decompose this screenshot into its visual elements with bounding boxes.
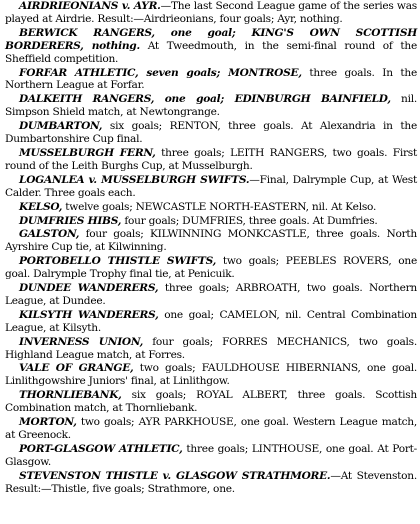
result-headline: FORFAR ATHLETIC, seven goals; MONTROSE, xyxy=(19,66,302,79)
result-text: twelve goals; NEWCASTLE NORTH-EASTERN, nil. At Kelso. xyxy=(62,200,377,213)
result-text: two goals; FAULDHOUSE HIBERNIANS, one goal. Linlithgowshire Juniors' final, at Linlithgow. xyxy=(5,362,417,388)
result-headline: DUMFRIES HIBS, xyxy=(19,214,122,227)
result-text: two goals; PEEBLES ROVERS, one goal. Dalrymple Trophy final tie, at Penicuik. xyxy=(5,255,417,281)
result-paragraph xyxy=(5,0,417,26)
result-headline: KELSO, xyxy=(19,200,63,213)
result-paragraph xyxy=(5,27,417,66)
result-text: three goals. In the Northern League at Forfar. xyxy=(5,66,417,92)
result-headline: VALE OF GRANGE, xyxy=(19,362,134,375)
result-headline: STEVENSTON THISTLE v. GLASGOW STRATHMORE. xyxy=(19,469,331,482)
result-headline: BERWICK RANGERS, one goal; KING'S OWN SCOTTISH BORDERERS, nothing. xyxy=(5,26,417,52)
result-headline: AIRDRIEONIANS v. AYR. xyxy=(19,0,161,12)
result-paragraph xyxy=(5,174,417,200)
result-headline: THORNLIEBANK, xyxy=(19,389,122,402)
result-text: —The last Second League game of the series was played at Airdrie. Result:—Airdrieonians, four goals; Ayr, nothing. xyxy=(5,0,417,25)
result-headline: GALSTON, xyxy=(19,228,80,241)
result-text: three goals; LEITH RANGERS, two goals. First round of the Leith Burghs Cup, at Musselburgh. xyxy=(5,146,417,172)
result-paragraph xyxy=(5,201,417,214)
result-text: four goals; FORRES MECHANICS, two goals. Highland League match, at Forres. xyxy=(5,335,417,361)
result-paragraph xyxy=(5,309,417,335)
result-headline: MORTON, xyxy=(19,416,77,429)
result-headline: INVERNESS UNION, xyxy=(19,335,144,348)
result-headline: LOGANLEA v. MUSSELBURGH SWIFTS. xyxy=(19,173,250,186)
football-results-column xyxy=(5,0,417,497)
result-paragraph xyxy=(5,215,417,228)
result-paragraph xyxy=(5,93,417,119)
result-headline: DALKEITH RANGERS, one goal; EDINBURGH BAINFIELD, xyxy=(19,93,391,106)
result-text: six goals; RENTON, three goals. At Alexandria in the Dumbartonshire Cup final. xyxy=(5,120,417,146)
result-text: —At Stevenston. Result:—Thistle, five goals; Strathmore, one. xyxy=(5,469,417,495)
result-text: four goals; KILWINNING MONKCASTLE, three goals. North Ayrshire Cup tie, at Kilwinning. xyxy=(5,228,417,254)
result-paragraph xyxy=(5,389,417,415)
result-text: nil. Simpson Shield match, at Newtongrange. xyxy=(5,93,417,119)
result-headline: PORT-GLASGOW ATHLETIC, xyxy=(19,442,183,455)
result-paragraph xyxy=(5,336,417,362)
result-paragraph xyxy=(5,120,417,146)
result-paragraph xyxy=(5,470,417,496)
result-headline: MUSSELBURGH FERN, xyxy=(19,146,156,159)
result-paragraph xyxy=(5,67,417,93)
result-headline: DUNDEE WANDERERS, xyxy=(19,282,159,295)
result-text: At Tweedmouth, in the semi-final round of the Sheffield competition. xyxy=(5,39,417,65)
result-text: four goals; DUMFRIES, three goals. At Dumfries. xyxy=(121,214,378,227)
result-text: three goals; LINTHOUSE, one goal. At Port-Glasgow. xyxy=(5,442,417,468)
result-paragraph xyxy=(5,362,417,388)
result-paragraph xyxy=(5,443,417,469)
result-headline: DUMBARTON, xyxy=(19,120,103,133)
result-paragraph xyxy=(5,416,417,442)
result-paragraph xyxy=(5,228,417,254)
result-text: three goals; ARBROATH, two goals. Northern League, at Dundee. xyxy=(5,282,417,307)
result-headline: PORTOBELLO THISTLE SWIFTS, xyxy=(19,255,217,268)
result-paragraph xyxy=(5,282,417,308)
result-text: two goals; AYR PARKHOUSE, one goal. Western League match, at Greenock. xyxy=(5,416,417,441)
result-paragraph xyxy=(5,147,417,173)
result-paragraph xyxy=(5,255,417,281)
result-text: six goals; ROYAL ALBERT, three goals. Scottish Combination match, at Thornliebank. xyxy=(5,389,417,415)
result-headline: KILSYTH WANDERERS, xyxy=(19,308,159,321)
result-text: —Final, Dalrymple Cup, at West Calder. Three goals each. xyxy=(5,173,417,199)
result-text: one goal; CAMELON, nil. Central Combination League, at Kilsyth. xyxy=(5,308,417,334)
